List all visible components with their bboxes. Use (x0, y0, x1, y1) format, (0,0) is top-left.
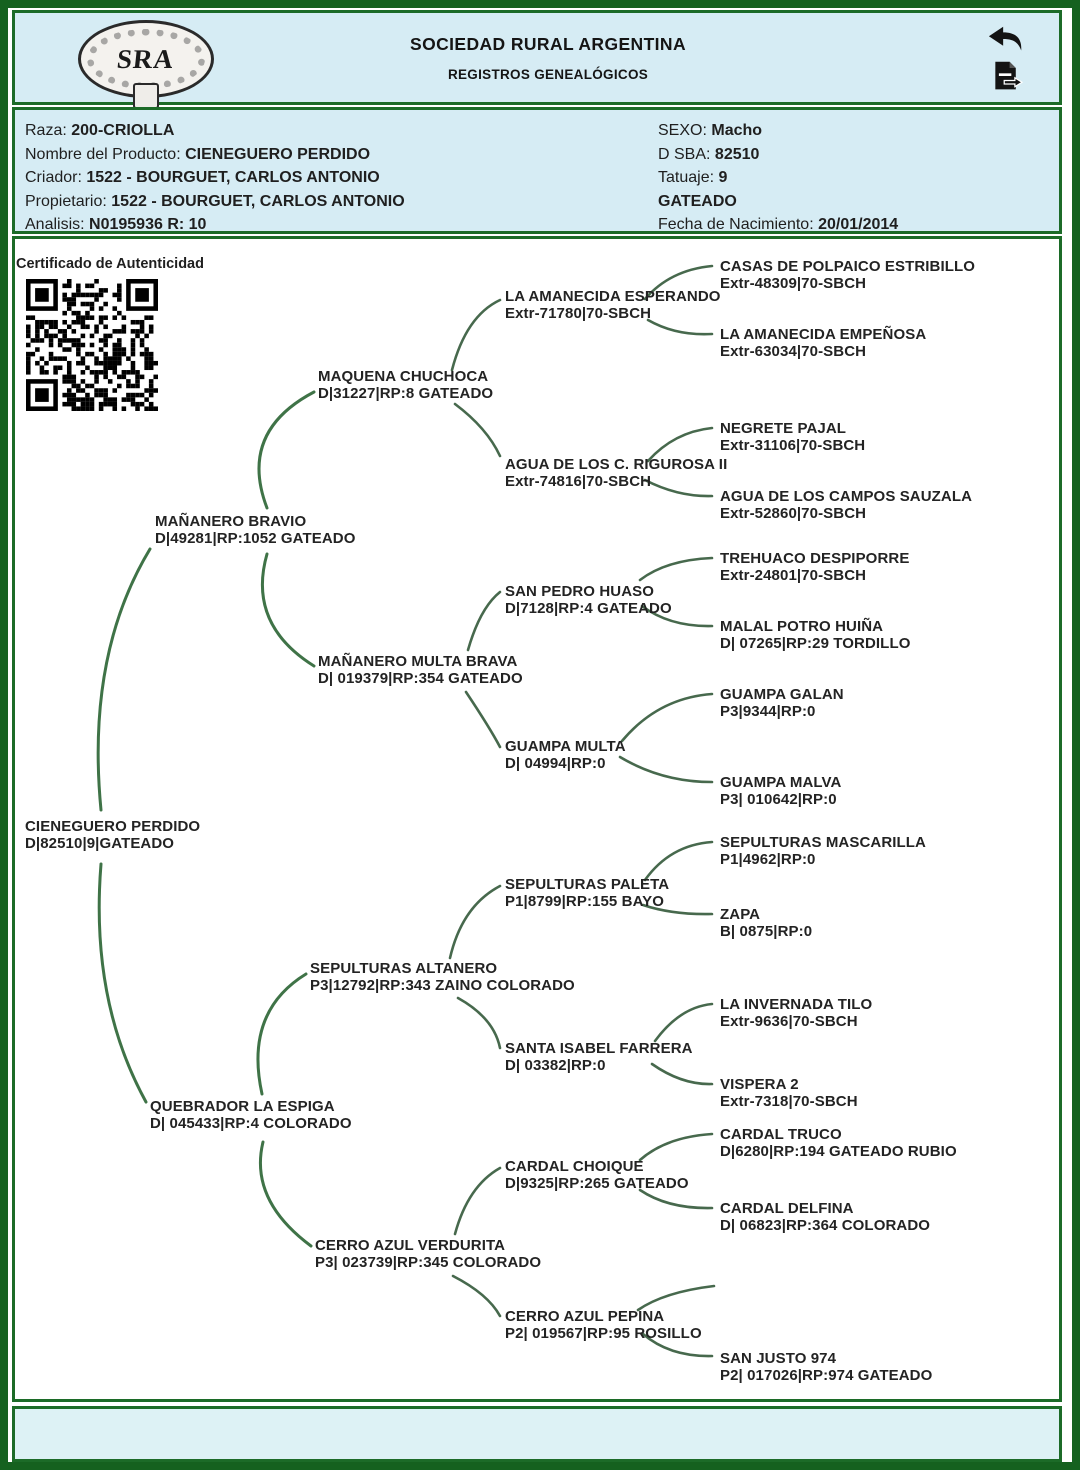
pedigree-node: QUEBRADOR LA ESPIGA D| 045433|RP:4 COLORADO (150, 1098, 352, 1132)
pedigree-node: CARDAL DELFINA D| 06823|RP:364 COLORADO (720, 1200, 931, 1234)
pedigree-node: VISPERA 2 Extr-7318|70-SBCH (720, 1076, 858, 1110)
info-row-nacimiento: Fecha de Nacimiento: 20/01/2014 (658, 216, 899, 233)
pedigree-node: CERRO AZUL VERDURITA P3| 023739|RP:345 COLORADO (315, 1237, 542, 1271)
pedigree-node: GUAMPA GALAN P3|9344|RP:0 (720, 686, 844, 720)
info-row-dsba: D SBA: 82510 (658, 145, 760, 163)
pedigree-node: ZAPA B| 0875|RP:0 (720, 906, 813, 940)
pedigree-node: SANTA ISABEL FARRERA D| 03382|RP:0 (505, 1040, 693, 1074)
pedigree-node: TREHUACO DESPIPORRE Extr-24801|70-SBCH (720, 550, 910, 584)
pedigree-node: SEPULTURAS ALTANERO P3|12792|RP:343 ZAINO COLORADO (310, 960, 575, 994)
pedigree-node: MAÑANERO MULTA BRAVA D| 019379|RP:354 GATEADO (318, 653, 523, 687)
pedigree-node: GUAMPA MULTA D| 04994|RP:0 (505, 738, 626, 772)
info-row-sexo: SEXO: Macho (658, 122, 763, 139)
pedigree-node: LA INVERNADA TILO Extr-9636|70-SBCH (720, 996, 873, 1030)
pedigree-node: MAÑANERO BRAVIO D|49281|RP:1052 GATEADO (155, 513, 356, 547)
pedigree-node: AGUA DE LOS C. RIGUROSA II Extr-74816|70-SBCH (505, 456, 728, 490)
pedigree-node: SAN JUSTO 974 P2| 017026|RP:974 GATEADO (720, 1350, 933, 1384)
pedigree-node: AGUA DE LOS CAMPOS SAUZALA Extr-52860|70-SBCH (720, 488, 973, 522)
pedigree-node: GUAMPA MALVA P3| 010642|RP:0 (720, 774, 842, 808)
info-row-raza: Raza: 200-CRIOLLA (25, 122, 175, 139)
pedigree-node: LA AMANECIDA EMPEÑOSA Extr-63034|70-SBCH (720, 326, 927, 360)
pedigree-node: CASAS DE POLPAICO ESTRIBILLO Extr-48309|70-SBCH (720, 258, 976, 292)
registry-subtitle: REGISTROS GENEALÓGICOS (447, 66, 649, 82)
pedigree-node: CARDAL CHOIQUE D|9325|RP:265 GATEADO (505, 1158, 689, 1192)
pedigree-node: SEPULTURAS MASCARILLA P1|4962|RP:0 (720, 834, 926, 868)
pedigree-node: CIENEGUERO PERDIDO D|82510|9|GATEADO (25, 818, 201, 852)
org-title: SOCIEDAD RURAL ARGENTINA (410, 33, 686, 54)
pedigree-node: CARDAL TRUCO D|6280|RP:194 GATEADO RUBIO (720, 1126, 957, 1160)
pedigree-node: NEGRETE PAJAL Extr-31106|70-SBCH (720, 420, 866, 454)
info-row-tatuaje: Tatuaje: 9 (658, 169, 728, 186)
info-row-propietario: Propietario: 1522 - BOURGUET, CARLOS ANTONIO (25, 192, 405, 210)
pedigree-node: SEPULTURAS PALETA P1|8799|RP:155 BAYO (505, 876, 670, 910)
sra-logo-text: SRA (115, 43, 177, 74)
pedigree-node: SAN PEDRO HUASO D|7128|RP:4 GATEADO (505, 583, 672, 617)
pedigree-node: MALAL POTRO HUIÑA D| 07265|RP:29 TORDILLO (720, 618, 911, 652)
pedigree-node: LA AMANECIDA ESPERANDO Extr-71780|70-SBCH (505, 288, 721, 322)
info-row-pelaje: GATEADO (658, 192, 737, 210)
info-row-criador: Criador: 1522 - BOURGUET, CARLOS ANTONIO (25, 169, 380, 186)
info-row-nombre: Nombre del Producto: CIENEGUERO PERDIDO (25, 145, 371, 163)
info-row-analisis: Analisis: N0195936 R: 10 (25, 216, 207, 233)
pedigree-node: MAQUENA CHUCHOCA D|31227|RP:8 GATEADO (318, 368, 494, 402)
pedigree-node: CERRO AZUL PEPINA P2| 019567|RP:95 ROSILLO (505, 1308, 702, 1342)
qr-code (26, 279, 158, 411)
certificate-label: Certificado de Autenticidad (16, 256, 204, 272)
